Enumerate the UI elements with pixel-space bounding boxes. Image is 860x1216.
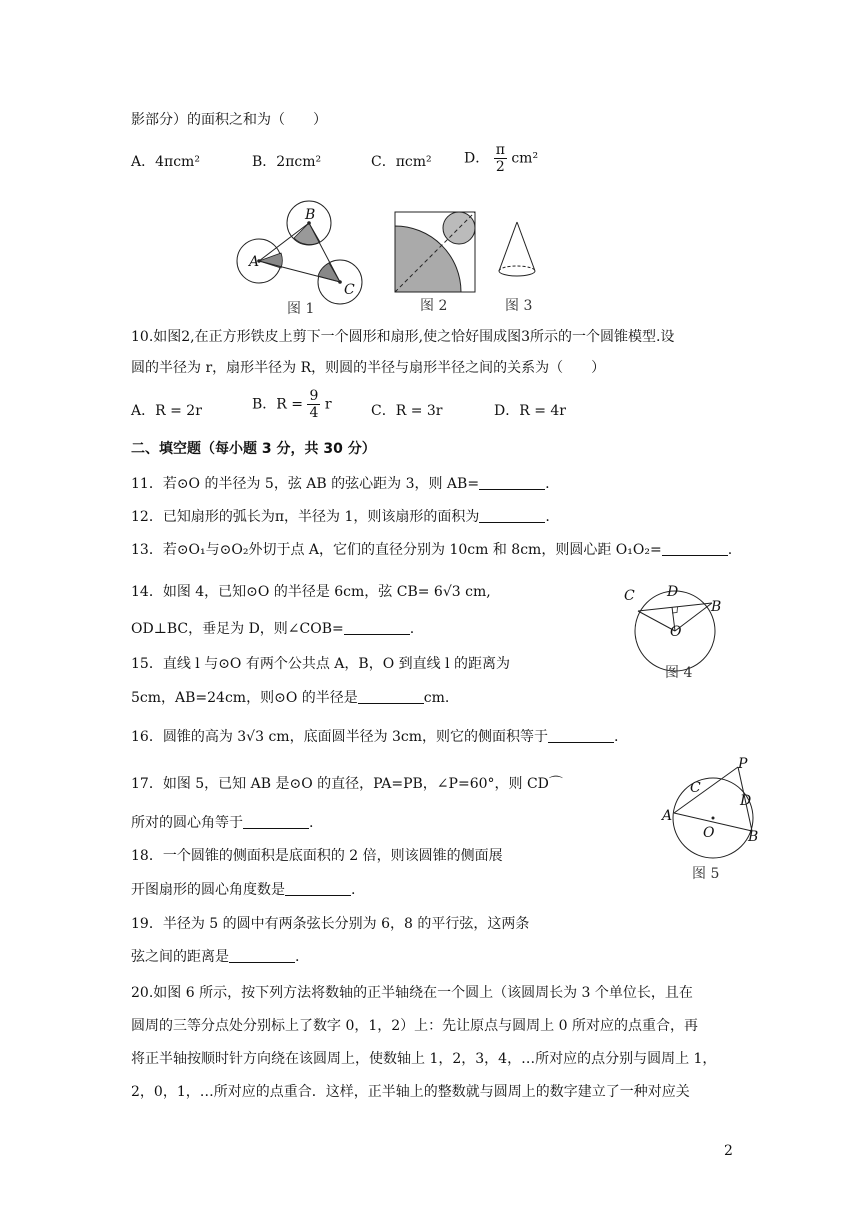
q13 — [131, 540, 732, 560]
q10-option-b-fraction — [307, 388, 320, 421]
fig5-label-p: P — [738, 756, 748, 772]
q10-option-c: C．R = 3r — [371, 403, 443, 419]
fig5-label-d: D — [740, 793, 752, 809]
fig4-label-b: B — [711, 599, 722, 615]
figure-2-diagram — [395, 212, 475, 292]
q10-option-b-tail: r — [324, 396, 332, 413]
fig1-label-a: A — [249, 254, 260, 270]
q20-line-3: 将正半轴按顺时针方向绕在该圆周上，使数轴上 1，2，3，4，…所对应的点分别与圆周上 1， — [131, 1051, 717, 1067]
figure-2-caption: 图 2 — [420, 298, 448, 314]
q14-text: OD⊥BC，垂足为 D，则∠COB= — [131, 621, 344, 637]
q16-answer-blank[interactable] — [548, 728, 614, 743]
figure-3-diagram — [499, 222, 535, 276]
figure-4-caption: 图 4 — [665, 665, 693, 681]
figure-3-caption: 图 3 — [505, 298, 533, 314]
fig4-label-o: O — [670, 624, 682, 640]
q14-answer-blank[interactable] — [344, 620, 410, 635]
q14-line-1: 14．如图 4，已知⊙O 的半径是 6cm，弦 CB= 6√3 cm, — [131, 584, 491, 600]
fraction-numerator: π — [495, 142, 505, 158]
q9-option-c: C．πcm² — [371, 154, 432, 170]
fig5-label-b: B — [748, 829, 759, 845]
q20-line-2: 圆周的三等分点处分别标上了数字 0，1，2）上：先让原点与圆周上 0 所对应的点重合，再 — [131, 1018, 698, 1034]
q15-unit: cm. — [423, 690, 450, 706]
q20-line-1: 20.如图 6 所示，按下列方法将数轴的正半轴绕在一个圆上（该圆周长为 3 个单位长，且在 — [131, 985, 693, 1001]
fig4-label-d: D — [667, 584, 679, 600]
q17-line-1: 17．如图 5，已知 AB 是⊙O 的直径，PA=PB，∠P=60°，则 CD⌒ — [131, 776, 563, 792]
q10-line-2: 圆的半径为 r，扇形半径为 R，则圆的半径与扇形半径之间的关系为（ ） — [131, 360, 606, 376]
fig5-label-o: O — [703, 825, 715, 841]
fig1-label-c: C — [344, 282, 355, 298]
fraction-denominator: 2 — [495, 159, 505, 175]
q17-line-2 — [131, 813, 313, 833]
q9-option-d-unit: cm² — [511, 150, 539, 167]
q10-option-a: A．R = 2r — [131, 403, 202, 419]
q9-option-a: A．4πcm² — [131, 154, 200, 170]
q16-period: . — [614, 729, 619, 745]
q12-text: 12．已知扇形的弧长为π，半径为 1，则该扇形的面积为 — [131, 509, 480, 525]
q18-line-1: 18．一个圆锥的侧面积是底面积的 2 倍，则该圆锥的侧面展 — [131, 848, 503, 864]
q18-answer-blank[interactable] — [285, 881, 351, 896]
q13-text: 13．若⊙O₁与⊙O₂外切于点 A，它们的直径分别为 10cm 和 8cm，则圆心距 O₁O₂= — [131, 542, 662, 558]
q18-text: 开图扇形的圆心角度数是 — [131, 882, 285, 898]
q11-answer-blank[interactable] — [479, 475, 545, 490]
q10-option-b-label: B．R = — [252, 396, 304, 413]
q17-answer-blank[interactable] — [243, 814, 309, 829]
q14-line-2 — [131, 619, 414, 639]
q13-period: . — [727, 542, 733, 558]
q9-option-b: B．2πcm² — [252, 154, 322, 170]
fig5-label-a: A — [662, 808, 673, 824]
q15-answer-blank[interactable] — [358, 689, 424, 704]
q19-answer-blank[interactable] — [229, 948, 295, 963]
q19-text: 弦之间的距离是 — [131, 949, 229, 965]
q17-text: 所对的圆心角等于 — [131, 815, 243, 831]
q11 — [131, 474, 550, 494]
q15-line-2 — [131, 688, 449, 708]
q12-answer-blank[interactable] — [479, 508, 545, 523]
q20-line-4: 2，0，1，…所对应的点重合．这样，正半轴上的整数就与圆周上的数字建立了一种对应关 — [131, 1084, 690, 1100]
fraction-numerator: 9 — [309, 388, 319, 404]
q9-tail: 影部分）的面积之和为（ ） — [131, 112, 327, 128]
q17-period: . — [309, 815, 314, 831]
figure-5-caption: 图 5 — [692, 866, 720, 882]
q12-period: . — [545, 509, 550, 525]
q9-option-d-label: D． — [464, 150, 490, 167]
fig4-label-c: C — [624, 588, 635, 604]
fraction-denominator: 4 — [309, 405, 319, 421]
q14-period: . — [409, 621, 415, 637]
fig5-label-c: C — [690, 780, 701, 796]
q19-line-1: 19．半径为 5 的圆中有两条弦长分别为 6，8 的平行弦，这两条 — [131, 916, 530, 932]
q10-line-1: 10.如图2,在正方形铁皮上剪下一个圆形和扇形,使之恰好围成图3所示的一个圆锥模型.设 — [131, 329, 675, 345]
figure-5-diagram — [660, 755, 780, 867]
q18-period: . — [351, 882, 356, 898]
page-number: 2 — [724, 1143, 733, 1159]
q13-answer-blank[interactable] — [662, 541, 728, 556]
q11-text: 11．若⊙O 的半径为 5，弦 AB 的弦心距为 3，则 AB= — [131, 476, 480, 492]
section-2-heading: 二、填空题（每小题 3 分，共 30 分） — [131, 441, 376, 457]
q16 — [131, 727, 619, 747]
figure-1-caption: 图 1 — [287, 301, 315, 317]
q12 — [131, 507, 550, 527]
q15-text: 5cm，AB=24cm，则⊙O 的半径是 — [131, 690, 358, 706]
q15-line-1: 15．直线 l 与⊙O 有两个公共点 A，B，O 到直线 l 的距离为 — [131, 656, 511, 672]
q18-line-2 — [131, 880, 355, 900]
q19-period: . — [295, 949, 300, 965]
q11-period: . — [545, 476, 550, 492]
q10-option-b — [252, 388, 332, 421]
q19-line-2 — [131, 947, 299, 967]
q10-option-d: D．R = 4r — [494, 403, 566, 419]
fig1-label-b: B — [305, 207, 316, 223]
q16-text: 16．圆锥的高为 3√3 cm，底面圆半径为 3cm，则它的侧面积等于 — [131, 729, 549, 745]
